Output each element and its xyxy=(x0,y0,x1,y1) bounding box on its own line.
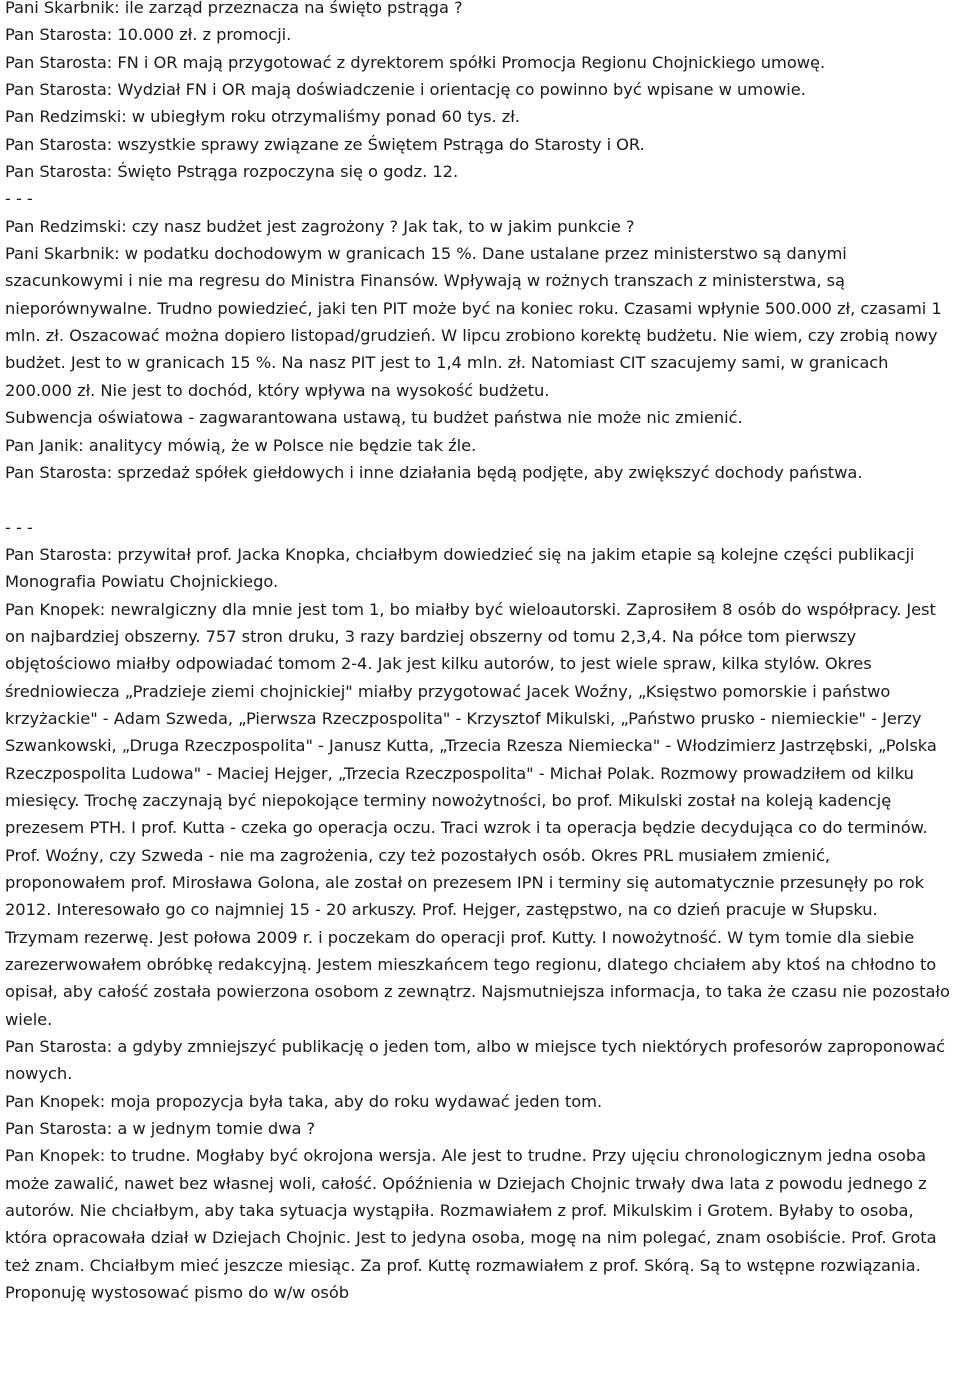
paragraph: Pan Starosta: wszystkie sprawy związane ze Świętem Pstrąga do Starosty i OR. xyxy=(5,134,645,154)
paragraph: Pan Starosta: Święto Pstrąga rozpoczyna się o godz. 12. xyxy=(5,162,459,182)
paragraph: Pan Redzimski: w ubiegłym roku otrzymaliśmy ponad 60 tys. zł. xyxy=(5,107,520,127)
paragraph: Pan Redzimski: czy nasz budżet jest zagrożony ? Jak tak, to w jakim punkcie ? xyxy=(5,216,635,236)
paragraph: Pani Skarbnik: w podatku dochodowym w granicach 15 %. Dane ustalane przez ministerstwo są danymi szacunkowymi i nie ma regresu do Ministra Finansów. Wpływają w rożnych transzach z ministerstwa, są nieporównywalne. Trudno powiedzieć, jaki ten PIT może być na koniec roku. Czasami wpłynie 500.000 zł, czasami 1 mln. zł. Oszacować można dopiero listopad/grudzień. W lipcu zrobiono korektę budżetu. Nie wiem, czy zrobią nowy budżet. Jest to w granicach 15 %. Na nasz PIT jest to 1,4 mln. zł. Natomiast CIT szacujemy sami, w granicach 200.000 zł. Nie jest to dochód, który wpływa na wysokość budżetu. xyxy=(5,244,942,400)
paragraph: Pan Knopek: to trudne. Mogłaby być okrojona wersja. Ale jest to trudne. Przy ujęciu chronologicznym jedna osoba może zawalić, nawet bez własnej woli, całość. Opóźnienia w Dziejach Chojnic trwały dwa lata z powodu jednego z autorów. Nie chciałbym, aby taka sytuacja wystąpiła. Rozmawiałem z prof. Mikulskim i Grotem. Byłaby to osoba, która opracowała dział w Dziejach Chojnic. Jest to jedyna osoba, mogę na nim polegać, znam osobiście. Prof. Grota też znam. Chciałbym mieć jeszcze miesiąc. Za prof. Kuttę rozmawiałem z prof. Skórą. Są to wstępne rozwiązania. Proponuję wystosować pismo do w/w osób xyxy=(5,1146,937,1303)
paragraph: Pan Starosta: a w jednym tomie dwa ? xyxy=(5,1119,316,1139)
paragraph: Pan Starosta: 10.000 zł. z promocji. xyxy=(5,25,292,45)
blank-line xyxy=(5,486,954,513)
paragraph: Pan Janik: analitycy mówią, że w Polsce nie będzie tak źle. xyxy=(5,435,477,455)
paragraph: Pan Starosta: sprzedaż spółek giełdowych i inne działania będą podjęte, aby zwiększyć dochody państwa. xyxy=(5,462,863,482)
paragraph: Pan Knopek: newralgiczny dla mnie jest tom 1, bo miałby być wieloautorski. Zaprosiłem 8 osób do współpracy. Jest on najbardziej obszerny. 757 stron druku, 3 razy bardziej obszerny od tomu 2,3,4. Na półce tom pierwszy objętościowo miałby odpowiadać tomom 2-4. Jak jest kilku autorów, to jest wiele spraw, kilka stylów. Okres średniowiecza „Pradzieje ziemi chojnickiej" miałby przygotować Jacek Woźny, „Księstwo pomorskie i państwo krzyżackie" - Adam Szweda, „Pierwsza Rzeczpospolita" - Krzysztof Mikulski, „Państwo prusko - niemieckie" - Jerzy Szwankowski, „Druga Rzeczpospolita" - Janusz Kutta, „Trzecia Rzesza Niemiecka" - Włodzimierz Jastrzębski, „Polska Rzeczpospolita Ludowa" - Maciej Hejger, „Trzecia Rzeczpospolita" - Michał Polak. Rozmowy prowadziłem od kilku miesięcy. Trochę zaczynają być niepokojące terminy nowożytności, bo prof. Mikulski został na koleją kadencję prezesem PTH. I prof. Kutta - czeka go operacja oczu. Traci wzrok i ta operacja będzie decydująca co do terminów. Prof. Woźny, czy Szweda - nie ma zagrożenia, czy też pozostałych osób. Okres PRL musiałem zmienić, proponowałem prof. Mirosława Golona, ale został on prezesem IPN i terminy się automatycznie przesunęły po rok 2012. Interesowało go co najmniej 15 - 20 arkuszy. Prof. Hejger, zastępstwo, na co dzień pracuje w Słupsku. Trzymam rezerwę. Jest połowa 2009 r. i poczekam do operacji prof. Kutty. I nowożytność. W tym tomie dla siebie zarezerwowałem obróbkę redakcyjną. Jestem mieszkańcem tego regionu, dlatego chciałem aby ktoś na chłodno to opisał, aby całość została powierzona osobom z zewnątrz. Najsmutniejsza informacja, to taka że czasu nie pozostało wiele. xyxy=(5,599,950,1029)
paragraph: Pan Knopek: moja propozycja była taka, aby do roku wydawać jeden tom. xyxy=(5,1091,603,1111)
section-separator: - - - xyxy=(5,517,33,537)
paragraph: Pan Starosta: FN i OR mają przygotować z dyrektorem spółki Promocja Regionu Chojnickiego umowę. xyxy=(5,52,826,72)
paragraph: Pan Starosta: Wydział FN i OR mają doświadczenie i orientację co powinno być wpisane w umowie. xyxy=(5,80,806,100)
paragraph: Pan Starosta: przywitał prof. Jacka Knopka, chciałbym dowiedzieć się na jakim etapie są kolejne części publikacji Monografia Powiatu Chojnickiego. xyxy=(5,544,915,592)
paragraph: Pan Starosta: a gdyby zmniejszyć publikację o jeden tom, albo w miejsce tych niektórych profesorów zaproponować nowych. xyxy=(5,1037,946,1084)
paragraph: Subwencja oświatowa - zagwarantowana ustawą, tu budżet państwa nie może nic zmienić. xyxy=(5,408,743,428)
paragraph: Pani Skarbnik: ile zarząd przeznacza na święto pstrąga ? xyxy=(5,0,463,17)
section-separator: - - - xyxy=(5,189,33,209)
